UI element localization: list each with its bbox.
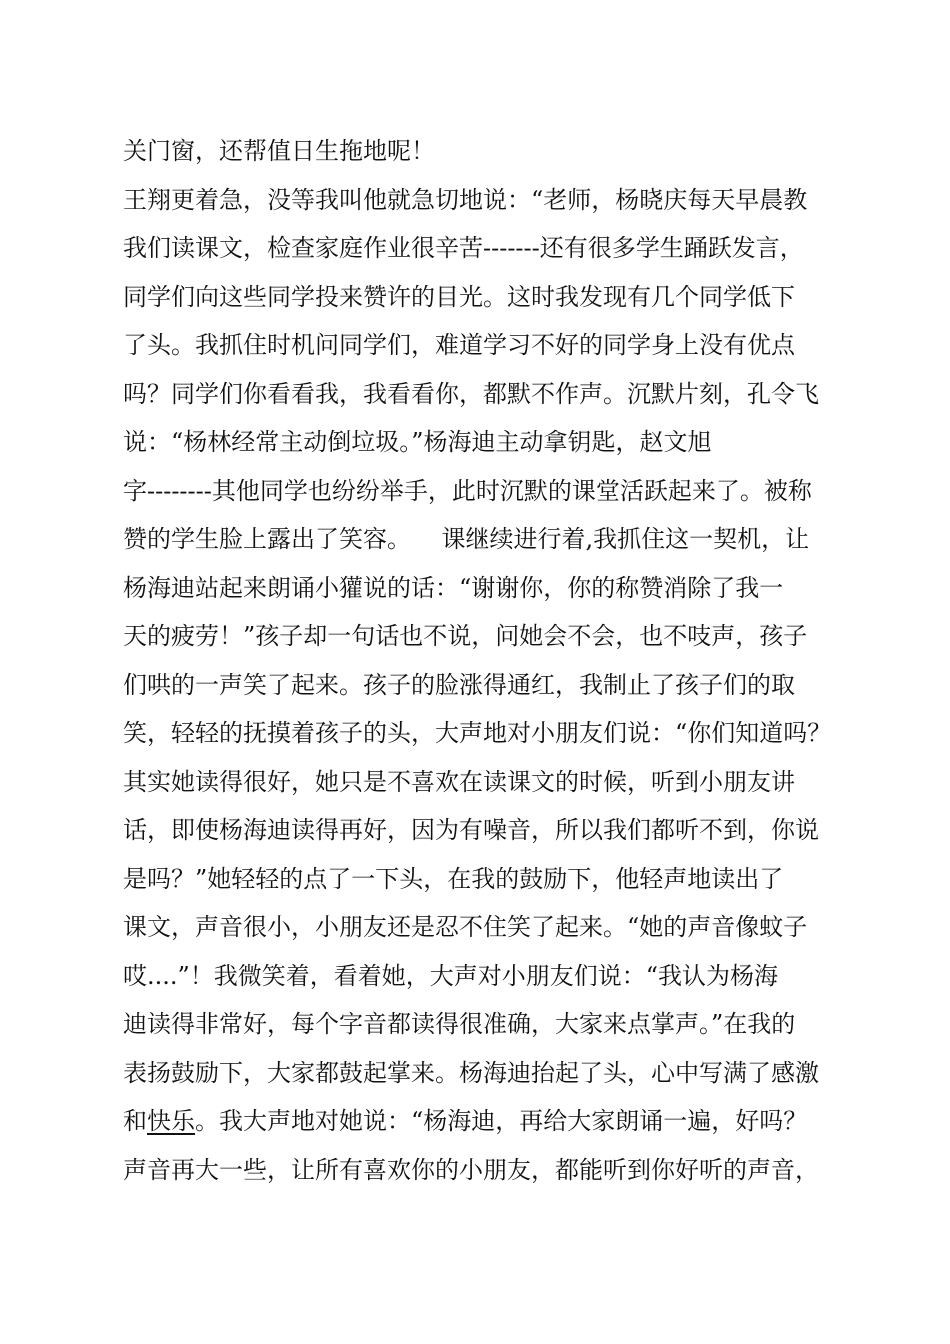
text-line-14: 其实她读得很好，她只是不喜欢在读课文的时候，听到小朋友讲 bbox=[123, 767, 795, 796]
text-line-11: 天的疲劳！”孩子却一句话也不说，问她会不会，也不吱声，孩子 bbox=[123, 622, 808, 650]
text-line-18: 哎....”！我微笑着，看着她，大声对小朋友们说：“我认为杨海 bbox=[123, 961, 779, 990]
text-line-3: 我们读课文，检查家庭作业很辛苦-------还有很多学生踊跃发言， bbox=[123, 234, 804, 262]
text-line-13: 笑，轻轻的抚摸着孩子的头，大声地对小朋友们说：“你们知道吗？ bbox=[123, 719, 832, 747]
text-line-4: 同学们向这些同学投来赞许的目光。这时我发现有几个同学低下 bbox=[123, 282, 795, 311]
text-line-10: 杨海迪站起来朗诵小獾说的话：“谢谢你，你的称赞消除了我一 bbox=[123, 573, 784, 602]
text-line-8: 字--------其他同学也纷纷举手，此时沉默的课堂活跃起来了。被称 bbox=[123, 476, 812, 505]
text-line-2: 王翔更着急，没等我叫他就急切地说：“老师，杨晓庆每天早晨教 bbox=[123, 185, 808, 214]
text-line-15: 话，即使杨海迪读得再好，因为有噪音，所以我们都听不到，你说 bbox=[123, 816, 819, 844]
text-line-20: 表扬鼓励下，大家都鼓起掌来。杨海迪抬起了头，心中写满了感激 bbox=[123, 1058, 819, 1087]
line-21-start: 和 bbox=[123, 1107, 147, 1135]
text-line-5: 了头。我抓住时机问同学们，难道学习不好的同学身上没有优点 bbox=[123, 331, 795, 359]
text-line-9: 赞的学生脸上露出了笑容。 课继续进行着,我抓住这一契机，让 bbox=[123, 525, 810, 553]
text-line-16: 是吗？”她轻轻的点了一下头，在我的鼓励下，他轻声地读出了 bbox=[123, 864, 784, 893]
text-line-6: 吗？同学们你看看我，我看看你，都默不作声。沉默片刻，孔令飞 bbox=[123, 379, 819, 408]
text-line-17: 课文，声音很小，小朋友还是忍不住笑了起来。“她的声音像蚊子 bbox=[123, 913, 808, 941]
text-line-19: 迪读得非常好，每个字音都读得很准确，大家来点掌声。”在我的 bbox=[123, 1010, 796, 1038]
text-line-22: 声音再大一些，让所有喜欢你的小朋友，都能听到你好听的声音， bbox=[123, 1155, 819, 1184]
line-21-rest: 。我大声地对她说：“杨海迪，再给大家朗诵一遍，好吗？ bbox=[195, 1107, 808, 1135]
text-line-21 bbox=[123, 1097, 843, 1146]
text-line-12: 们哄的一声笑了起来。孩子的脸涨得通红，我制止了孩子们的取 bbox=[123, 670, 795, 699]
text-line-1: 关门窗，还帮值日生拖地呢！ bbox=[123, 137, 435, 165]
body-text bbox=[123, 127, 843, 1194]
text-line-7: 说：“杨林经常主动倒垃圾。”杨海迪主动拿钥匙，赵文旭 bbox=[123, 428, 712, 456]
underlined-word: 快乐 bbox=[147, 1107, 195, 1135]
